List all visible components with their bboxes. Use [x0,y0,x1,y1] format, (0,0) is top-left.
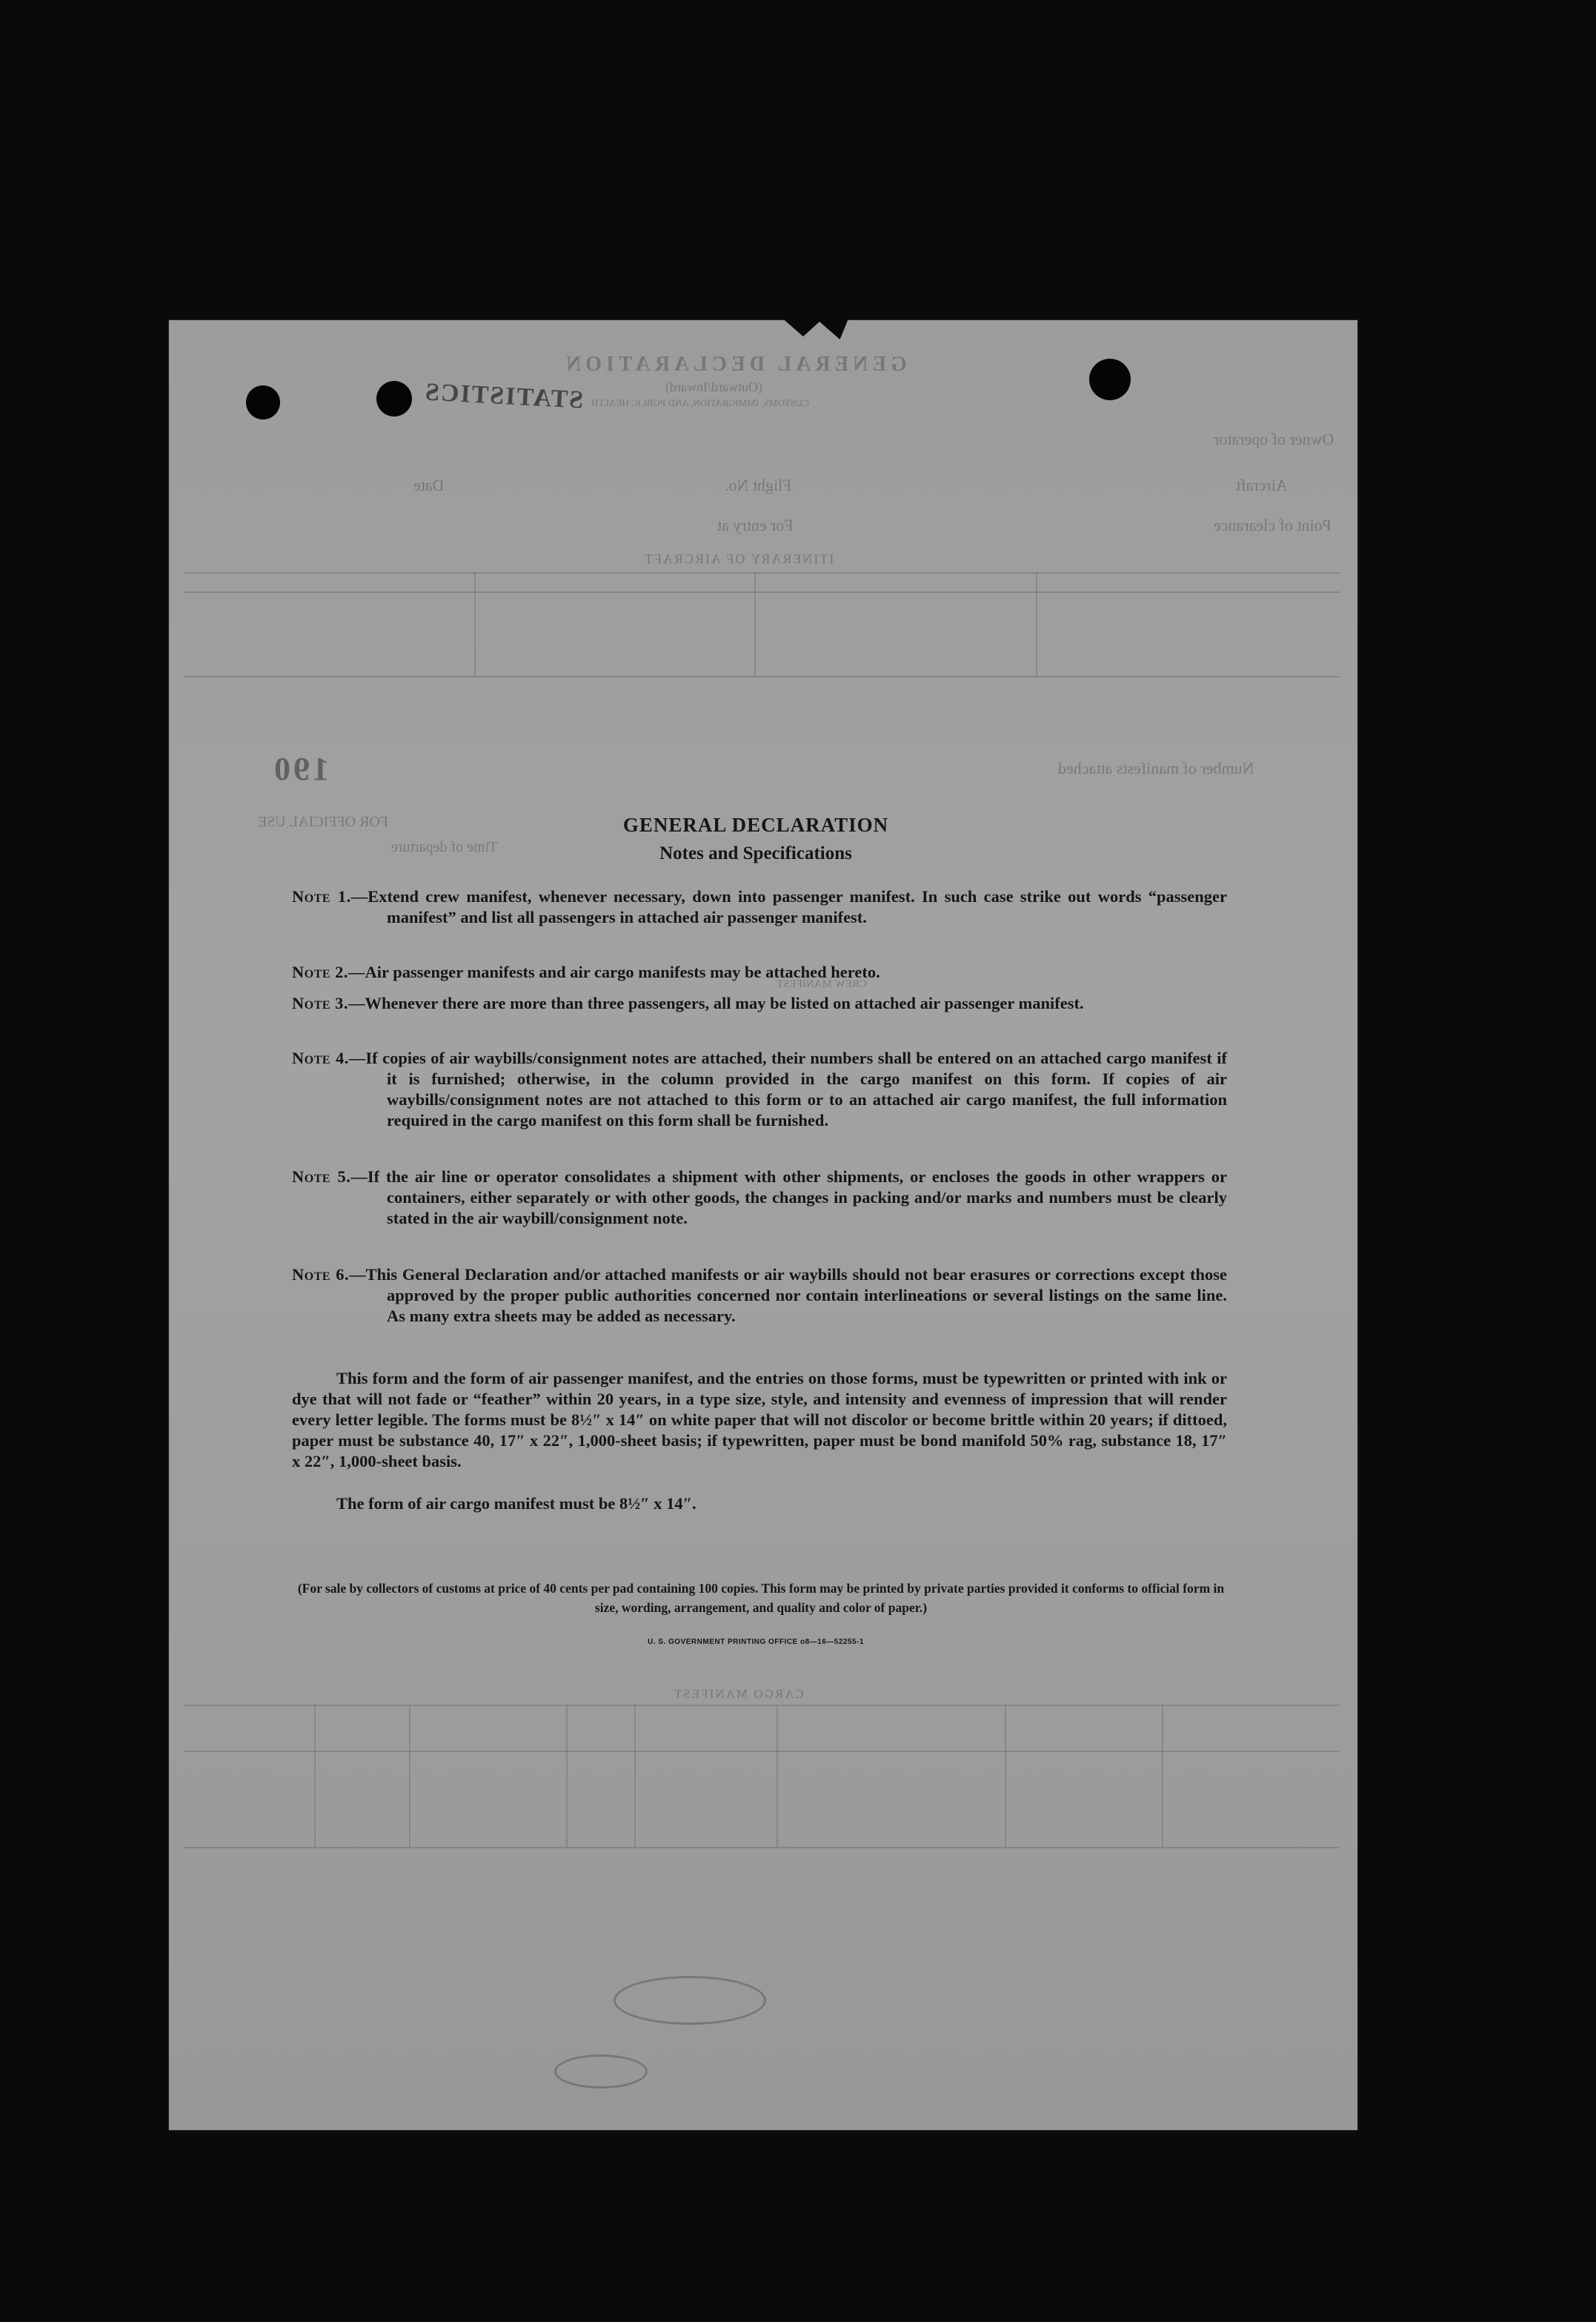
bleed-heading-sub: (Outward/Inward) [665,379,762,394]
signature-mark [554,2054,648,2089]
bleed-cargo: CARGO MANIFEST [673,1687,804,1701]
bleed-entry: For entry at [717,516,794,534]
printer-imprint: U. S. GOVERNMENT PRINTING OFFICE o8—16—52255-1 [648,1638,864,1646]
bleed-rule [1036,572,1037,676]
note-5 [292,1167,1227,1229]
bleed-rule [184,1751,1340,1752]
cargo-size-line: The form of air cargo manifest must be 8½″ x 14″. [336,1494,696,1513]
note-label: Note 2. [292,963,349,981]
bleed-rule [474,572,476,676]
note-text: —This General Declaration and/or attached manifests or air waybills should not bear erasures or corrections except those approved by the proper public authorities concerned nor contain interlineations or several listings on the same line. As many extra sheets may be added as necessary. [349,1265,1227,1325]
punch-hole [246,385,280,419]
bleed-time-departure: Time of departure [391,839,498,855]
bleed-owner: Owner of operator [1214,430,1334,448]
note-label: Note 5. [292,1167,351,1186]
note-2 [292,962,1227,983]
bleed-rule [634,1705,636,1847]
note-6 [292,1264,1227,1327]
bleed-heading: GENERAL DECLARATION [562,353,907,376]
bleed-itinerary: ITINERARY OF AIRCRAFT [643,551,834,566]
bleed-crew: CREW MANIFEST [777,978,867,990]
note-1 [292,886,1227,928]
bleed-rule [184,591,1340,593]
bleed-rule [1005,1705,1006,1847]
note-text: —If the air line or operator consolidates a shipment with other shipments, or encloses the goods in other wrappers or containers, either separately or with other goods, the changes in packing and/or marks and numbers must be clearly stated in the air waybill/consignment note. [350,1167,1227,1227]
note-label: Note 1. [292,887,351,906]
note-4 [292,1048,1227,1131]
punch-hole [376,381,412,417]
page-title: GENERAL DECLARATION [622,814,889,836]
bleed-rule [184,676,1340,677]
bleed-official: FOR OFFICIAL USE [258,814,388,830]
bleed-rule [754,572,756,676]
note-text: —Air passenger manifests and air cargo manifests may be attached hereto. [348,963,880,981]
note-3 [292,993,1227,1014]
bleed-rule [1162,1705,1163,1847]
bleed-rule [184,572,1340,574]
page-subtitle: Notes and Specifications [659,843,852,863]
note-label: Note 3. [292,994,349,1012]
bleed-rule [184,1847,1340,1848]
bleed-clearance: Point of clearance [1214,516,1331,534]
note-text: —Whenever there are more than three passengers, all may be listed on attached air passenger manifest. [348,994,1084,1012]
note-label: Note 6. [292,1265,350,1284]
specification-paragraph: This form and the form of air passenger manifest, and the entries on those forms, must be typewritten or printed with ink or dye that will not fade or “feather” within 20 years, in a type size, style, and intensity and evenness of impression that will render every letter legible. The forms must be 8½″ x 14″ on white paper that will not discolor or become brittle within 20 years; if dittoed, paper must be substance 40, 17″ x 22″, 1,000-sheet basis; if typewritten, paper must be bond manifold 50% rag, substance 18, 17″ x 22″, 1,000-sheet basis. [292,1369,1227,1470]
signature-mark [614,1976,766,2025]
bleed-rule [184,1705,1340,1706]
bleed-date: Date [413,476,445,494]
bleed-rule [314,1705,316,1847]
bleed-flight: Flight No. [725,476,792,494]
statistics-stamp: STATISTICS [423,378,585,414]
bleed-agency: CUSTOMS, IMMIGRATION, AND PUBLIC HEALTH [591,397,809,408]
bleed-rule [566,1705,568,1847]
stamp-number: 190 [271,751,329,787]
bleed-aircraft: Aircraft [1236,476,1288,494]
punch-hole [1089,359,1131,400]
note-label: Note 4. [292,1049,349,1067]
sale-notice: (For sale by collectors of customs at price of 40 cents per pad containing 100 copies. This form may be printed by private parties provided it conforms to official form in size, wording, arrangement, and quality and color of paper.) [297,1581,1225,1615]
bleed-rule [777,1705,778,1847]
note-text: —Extend crew manifest, whenever necessary, down into passenger manifest. In such case strike out words “passenger manifest” and list all passengers in attached air passenger manifest. [350,887,1227,926]
bleed-rule [409,1705,410,1847]
note-text: —If copies of air waybills/consignment notes are attached, their numbers shall be entered on an attached cargo manifest if it is furnished; otherwise, in the column provided in the cargo manifest on this form. If copies of air waybills/consignment notes are not attached to this form or to an attached air cargo manifest, the full information required in the cargo manifest on this form shall be furnished. [348,1049,1227,1130]
bleed-manifests: Number of manifests attached [1058,759,1254,777]
